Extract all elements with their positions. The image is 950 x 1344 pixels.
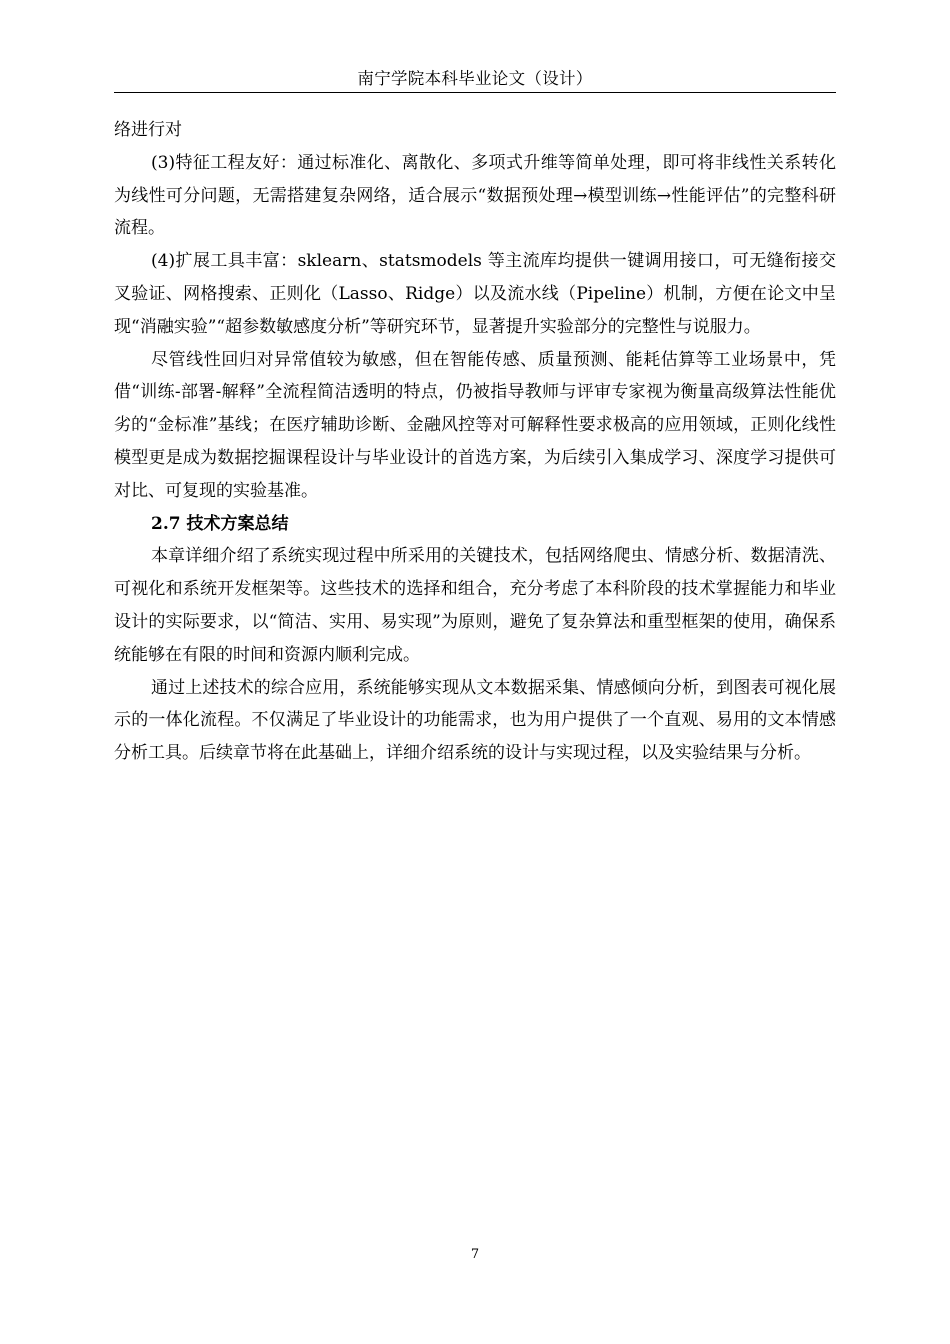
list-item-4: (4)扩展工具丰富：sklearn、statsmodels 等主流库均提供一键调用接口，可无缝衔接交叉验证、网格搜索、正则化（Lasso、Ridge）以及流水线（Pipeline）机制，方便在论文中呈现“消融实验”“超参数敏感度分析”等研究环节，显著提升实验部分的完整性与说服力。 (114, 251, 836, 337)
page-header: 南宁学院本科毕业论文（设计） (357, 69, 593, 88)
continuation-line: 络进行对 (114, 120, 182, 140)
list-item-3: (3)特征工程友好：通过标准化、离散化、多项式升维等简单处理，即可将非线性关系转化为线性可分问题，无需搭建复杂网络，适合展示“数据预处理→模型训练→性能评估”的完整科研流程。 (114, 152, 836, 239)
header-divider (114, 92, 836, 93)
section-heading: 2.7 技术方案总结 (151, 513, 289, 534)
section-paragraph-2: 通过上述技术的综合应用，系统能够实现从文本数据采集、情感倾向分析，到图表可视化展示的一体化流程。不仅满足了毕业设计的功能需求，也为用户提供了一个直观、易用的文本情感分析工具。后续章节将在此基础上，详细介绍系统的设计与实现过程，以及实验结果与分析。 (114, 677, 836, 764)
summary-paragraph: 尽管线性回归对异常值较为敏感，但在智能传感、质量预测、能耗估算等工业场景中，凭借“训练-部署-解释”全流程简洁透明的特点，仍被指导教师与评审专家视为衡量高级算法性能优劣的“金标准”基线；在医疗辅助诊断、金融风控等对可解释性要求极高的应用领域，正则化线性模型更是成为数据挖掘课程设计与毕业设计的首选方案，为后续引入集成学习、深度学习提供可对比、可复现的实验基准。 (114, 349, 836, 501)
page-number: 7 (470, 1247, 480, 1262)
document-body (114, 114, 836, 770)
section-paragraph-1: 本章详细介绍了系统实现过程中所采用的关键技术，包括网络爬虫、情感分析、数据清洗、可视化和系统开发框架等。这些技术的选择和组合，充分考虑了本科阶段的技术掌握能力和毕业设计的实际要求，以“简洁、实用、易实现”为原则，避免了复杂算法和重型框架的使用，确保系统能够在有限的时间和资源内顺利完成。 (114, 546, 836, 665)
